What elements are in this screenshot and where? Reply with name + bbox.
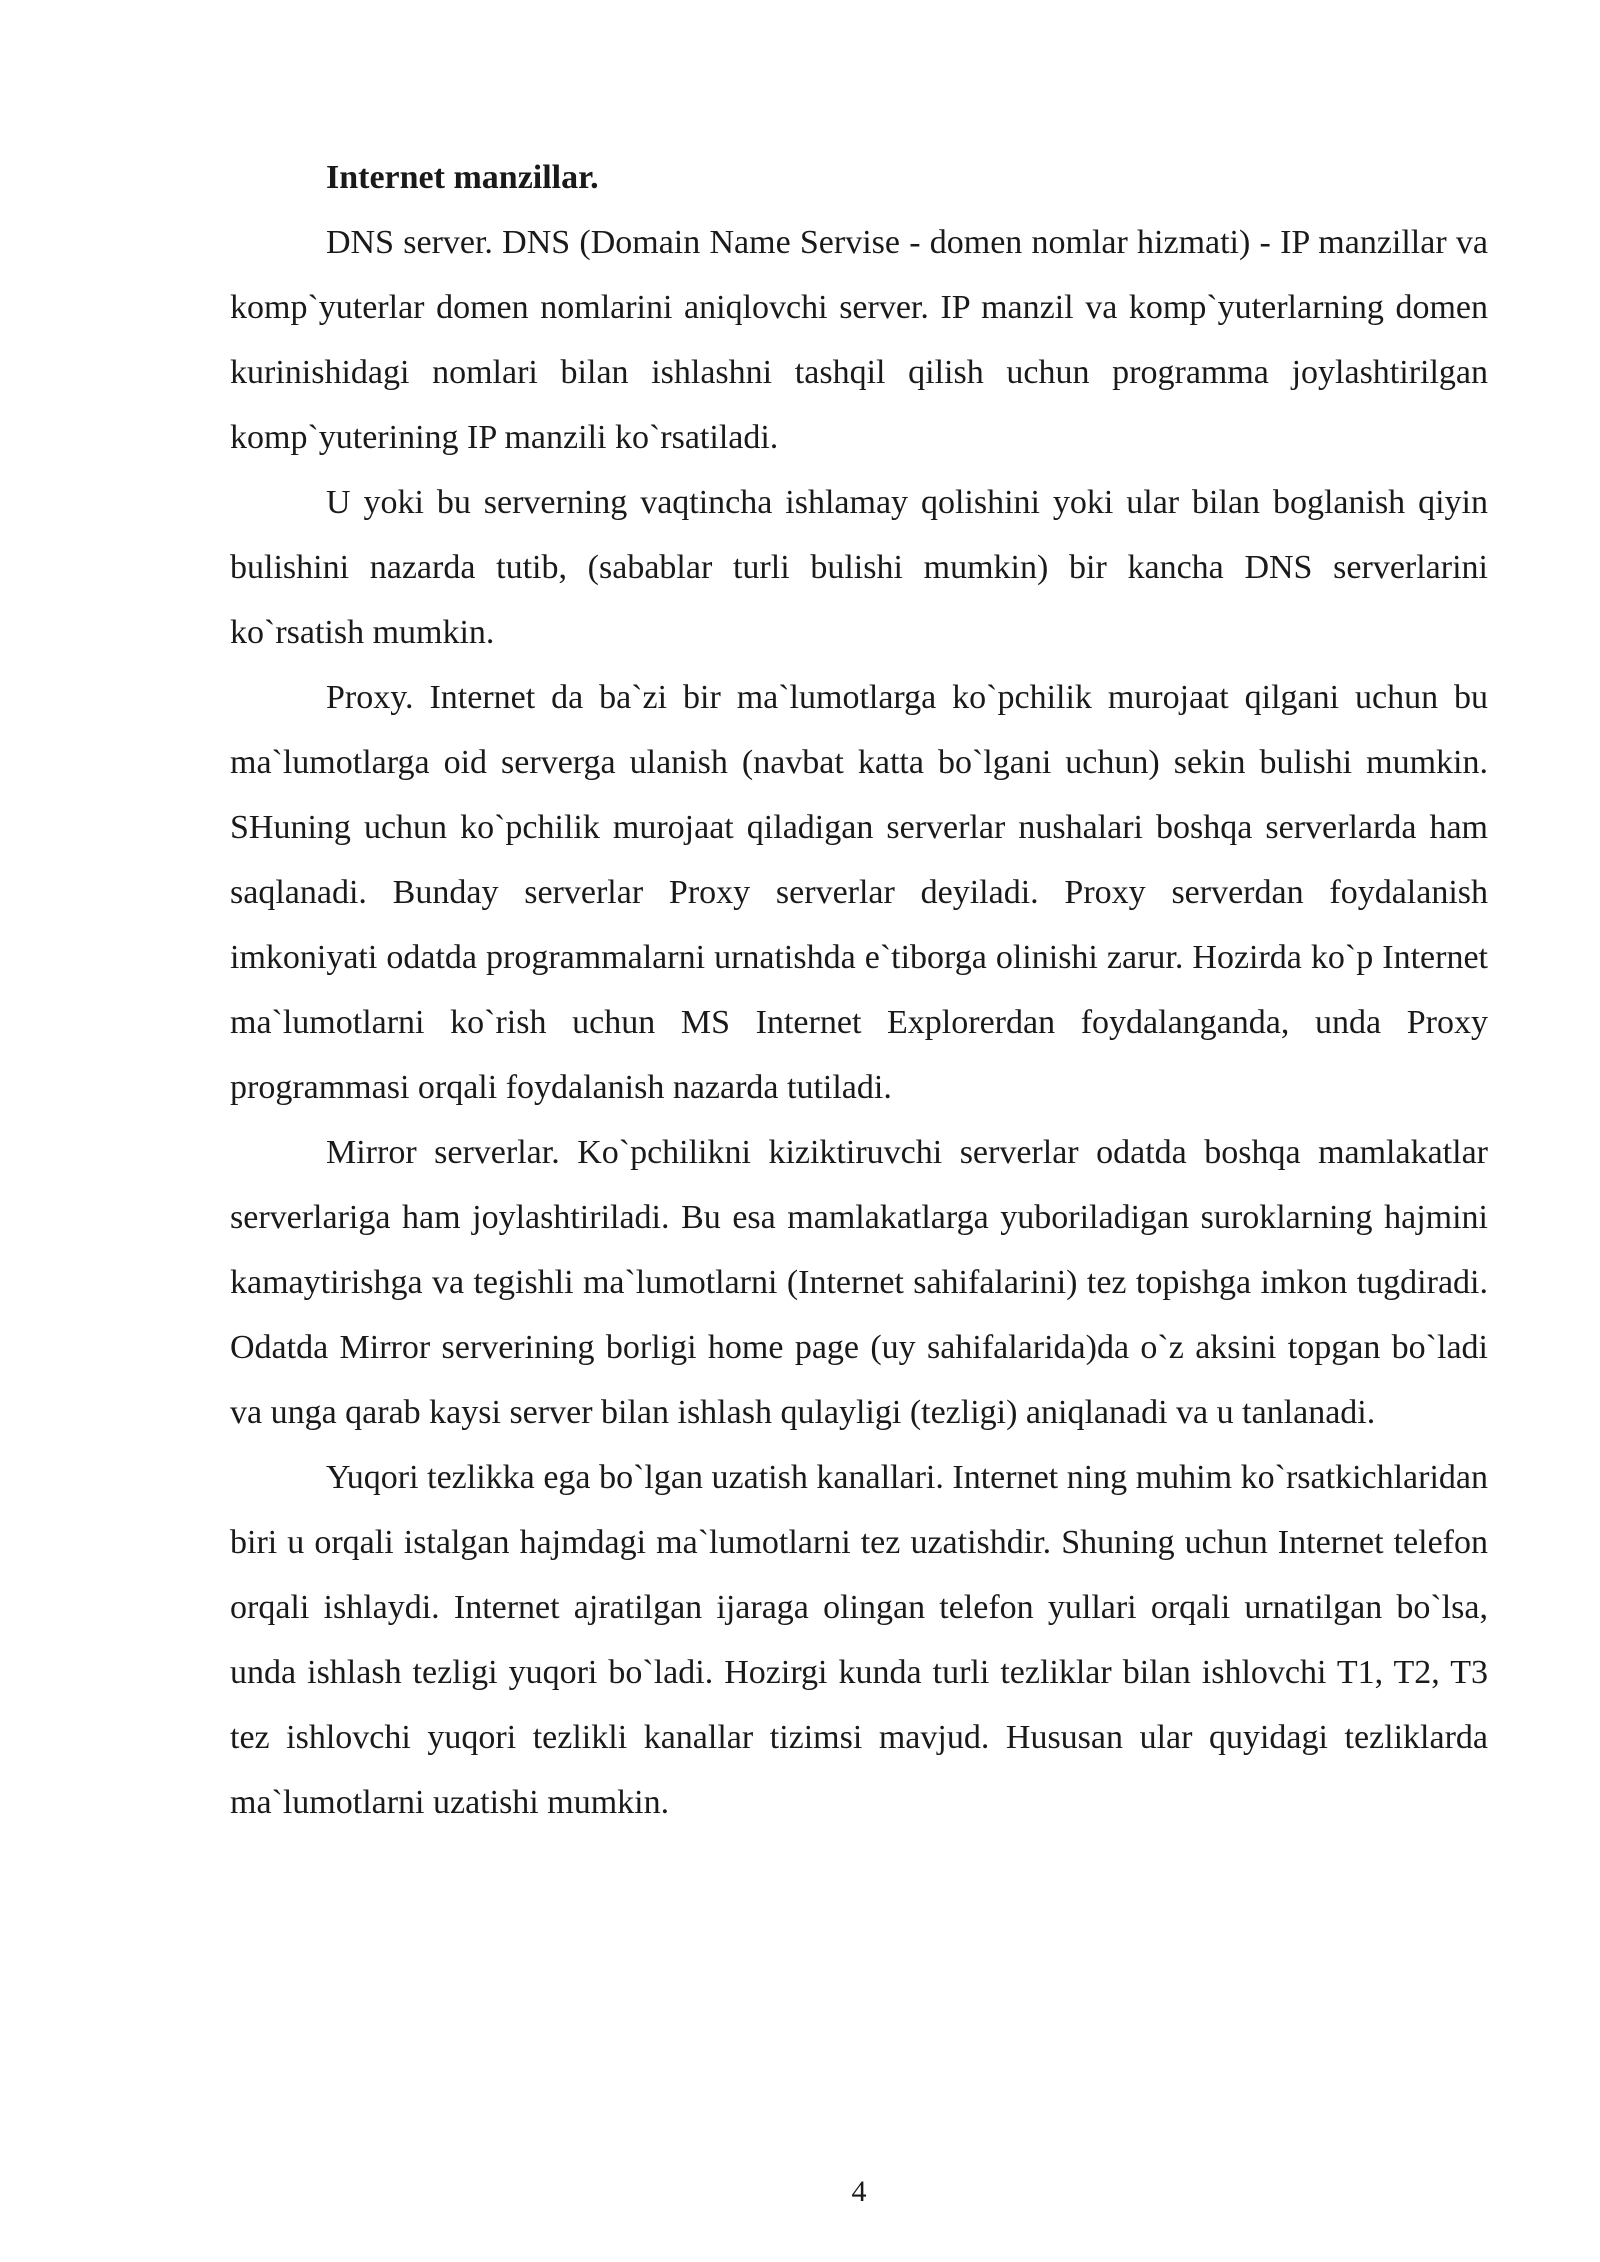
page-number: 4 <box>851 2175 867 2208</box>
paragraph-proxy: Proxy. Internet da ba`zi bir ma`lumotlarga ko`pchilik murojaat qilgani uchun bu ma`lumotlarga oid serverga ulanish (navbat katta bo`lgani uchun) sekin bulishi mumkin. SHuning uchun ko`pchilik murojaat qiladigan serverlar nushalari boshqa serverlarda ham saqlanadi. Bunday serverlar Proxy serverlar deyiladi. Proxy serverdan foydalanish imkoniyati odatda programmalarni urnatishda e`tiborga olinishi zarur. Hozirda ko`p Internet ma`lumotlarni ko`rish uchun MS Internet Explorerdan foydalanganda, unda Proxy programmasi orqali foydalanish nazarda tutiladi. <box>230 679 1488 1106</box>
paragraph-mirror-servers: Mirror serverlar. Ko`pchilikni kiziktiruvchi serverlar odatda boshqa mamlakatlar serverlariga ham joylashtiriladi. Bu esa mamlakatlarga yuboriladigan suroklarning hajmini kamaytirishga va tegishli ma`lumotlarni (Internet sahifalarini) tez topishga imkon tugdiradi. Odatda Mirror serverining borligi home page (uy sahifalarida)da o`z aksini topgan bo`ladi va unga qarab kaysi server bilan ishlash qulayligi (tezligi) aniqlanadi va u tanlanadi. <box>230 1134 1488 1431</box>
section-heading: Internet manzillar. <box>326 159 599 196</box>
paragraph-high-speed-channels: Yuqori tezlikka ega bo`lgan uzatish kanallari. Internet ning muhim ko`rsatkichlaridan biri u orqali istalgan hajmdagi ma`lumotlarni tez uzatishdir. Shuning uchun Internet telefon orqali ishlaydi. Internet ajratilgan ijaraga olingan telefon yullari orqali urnatilgan bo`lsa, unda ishlash tezligi yuqori bo`ladi. Hozirgi kunda turli tezliklar bilan ishlovchi T1, T2, T3 tez ishlovchi yuqori tezlikli kanallar tizimsi mavjud. Hususаn ular quyidagi tezliklarda ma`lumotlarni uzatishi mumkin. <box>230 1459 1488 1821</box>
paragraph-dns-backup: U yoki bu serverning vaqtincha ishlamay qolishini yoki ular bilan boglanish qiyin bulishini nazarda tutib, (sabablar turli bulishi mumkin) bir kancha DNS serverlarini ko`rsatish mumkin. <box>230 484 1488 651</box>
page-content <box>230 145 1488 1835</box>
paragraph-dns-server: DNS server. DNS (Domain Name Servise - domen nomlar hizmati) - IP manzillar va komp`yuterlar domen nomlarini aniqlovchi server. IP manzil va komp`yuterlarning domen kurinishidagi nomlari bilan ishlashni tashqil qilish uchun programma joylashtirilgan komp`yuterining IP manzili ko`rsatiladi. <box>230 224 1488 456</box>
